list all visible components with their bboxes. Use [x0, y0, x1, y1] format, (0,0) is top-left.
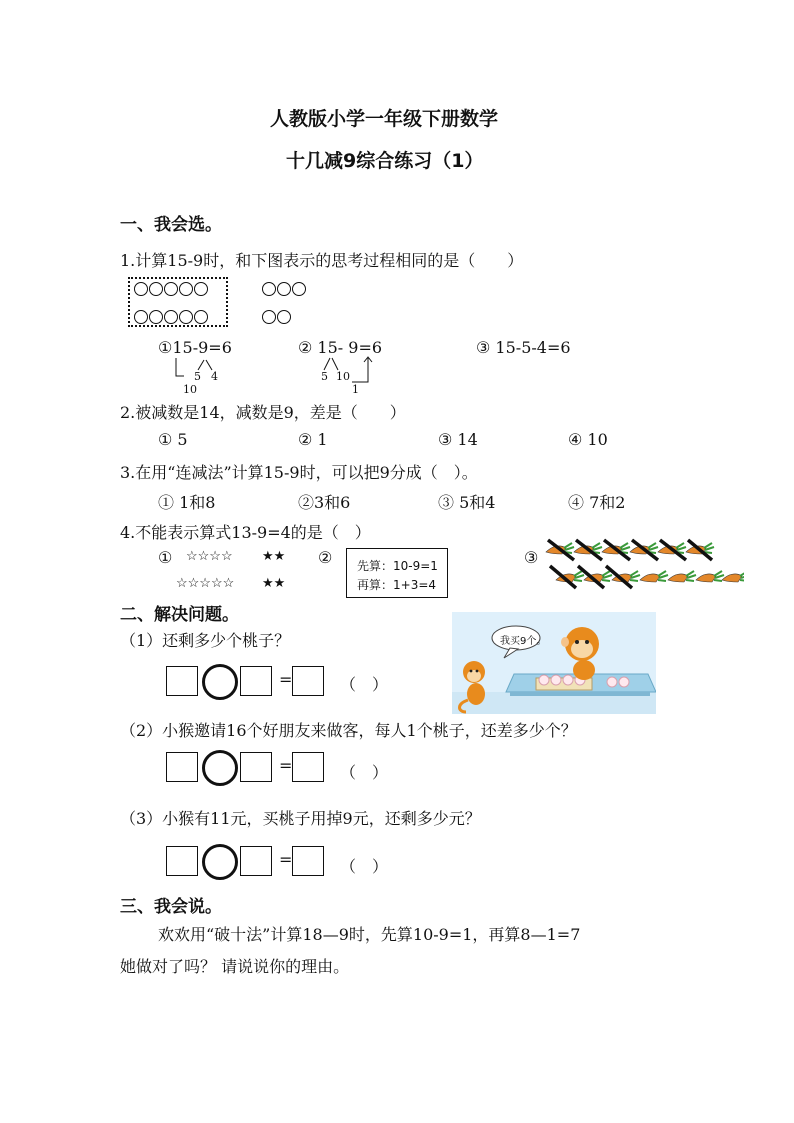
q4-option-2-marker[interactable]: ②	[318, 548, 333, 567]
q2-option-3[interactable]: ③ 14	[438, 430, 478, 449]
unit-paren-3[interactable]: （ ）	[340, 857, 389, 876]
answer-box-3a[interactable]	[166, 846, 198, 876]
q4-option-1-white-stars-row1: ☆☆☆☆	[186, 549, 233, 564]
q2-option-2[interactable]: ② 1	[298, 430, 328, 449]
question-3-text: 3.在用“连减法”计算15-9时，可以把9分成（ ）。	[120, 463, 478, 482]
answer-box-3b[interactable]	[240, 846, 272, 876]
speech-bubble-text: 我买9个。	[500, 636, 547, 647]
answer-box-3c[interactable]	[292, 846, 324, 876]
q2-option-4[interactable]: ④ 10	[568, 430, 608, 449]
page-title: 人教版小学一年级下册数学	[270, 108, 499, 130]
q4-option-1-white-stars-row2: ☆☆☆☆☆	[176, 576, 235, 591]
operator-circle-3[interactable]	[202, 844, 238, 880]
equals-sign-2: =	[279, 756, 293, 775]
speak-question-line-2: 她做对了吗？ 请说说你的理由。	[120, 957, 350, 976]
q4-option-2-line2: 再算：1+3=4	[357, 578, 437, 592]
question-1-text: 1.计算15-9时，和下图表示的思考过程相同的是（ ）	[120, 251, 524, 270]
q1-option-2-part-b: 10	[336, 370, 350, 383]
operator-circle-2[interactable]	[202, 750, 238, 786]
q1-option-2-part-c: 1	[352, 383, 359, 396]
q1-option-2-part-a: 5	[321, 370, 328, 383]
unit-paren-1[interactable]: （ ）	[340, 675, 389, 694]
answer-box-1a[interactable]	[166, 666, 198, 696]
question-4-text: 4.不能表示算式13-9=4的是（ ）	[120, 523, 371, 542]
problem-1-text: （1）还剩多少个桃子？	[120, 631, 291, 650]
circle-row-top-left	[134, 278, 209, 297]
circle-row-top-right	[262, 278, 307, 297]
equals-sign-1: =	[279, 670, 293, 689]
unit-paren-2[interactable]: （ ）	[340, 763, 389, 782]
q1-option-1-part-b: 4	[211, 370, 218, 383]
q1-option-1-part-a: 5	[194, 370, 201, 383]
speak-question-line-1: 欢欢用“破十法”计算18—9时，先算10-9=1，再算8—1=7	[158, 925, 581, 944]
section-heading-solve: 二、解决问题。	[120, 605, 239, 625]
q4-option-1-black-stars-row2: ★★	[262, 576, 286, 591]
q3-option-1[interactable]: ① 1和8	[158, 493, 216, 512]
page-subtitle: 十几减9综合练习（1）	[286, 150, 484, 172]
problem-2-text: （2）小猴邀请16个好朋友来做客，每人1个桃子，还差多少个？	[120, 721, 577, 740]
answer-box-1b[interactable]	[240, 666, 272, 696]
q1-option-3[interactable]: ③ 15-5-4=6	[476, 338, 571, 357]
q3-option-2[interactable]: ②3和6	[298, 493, 351, 512]
section-heading-speak: 三、我会说。	[120, 897, 222, 917]
circle-row-bottom-right	[262, 306, 292, 325]
q2-option-1[interactable]: ① 5	[158, 430, 188, 449]
monkey-peach-illustration	[452, 612, 656, 714]
q4-option-2-box	[346, 548, 448, 598]
question-2-text: 2.被减数是14，减数是9，差是（ ）	[120, 403, 406, 422]
q1-option-2[interactable]: ② 15- 9=6	[298, 338, 383, 357]
answer-box-1c[interactable]	[292, 666, 324, 696]
q3-option-3[interactable]: ③ 5和4	[438, 493, 496, 512]
operator-circle-1[interactable]	[202, 664, 238, 700]
answer-box-2a[interactable]	[166, 752, 198, 782]
q4-option-1-marker[interactable]: ①	[158, 548, 173, 567]
q3-option-4[interactable]: ④ 7和2	[568, 493, 626, 512]
equals-sign-3: =	[279, 850, 293, 869]
q4-option-2-line1: 先算：10-9=1	[357, 559, 438, 573]
q4-option-3-marker[interactable]: ③	[524, 548, 539, 567]
q1-option-1[interactable]: ①15-9=6	[158, 338, 232, 357]
answer-box-2b[interactable]	[240, 752, 272, 782]
circle-row-bottom-left	[134, 306, 209, 325]
problem-3-text: （3）小猴有11元，买桃子用掉9元，还剩多少元？	[120, 809, 481, 828]
q1-option-1-part-c: 10	[183, 383, 197, 396]
carrot-group-image	[544, 538, 744, 594]
q4-option-1-black-stars-row1: ★★	[262, 549, 286, 564]
answer-box-2c[interactable]	[292, 752, 324, 782]
section-heading-choose: 一、我会选。	[120, 215, 222, 235]
